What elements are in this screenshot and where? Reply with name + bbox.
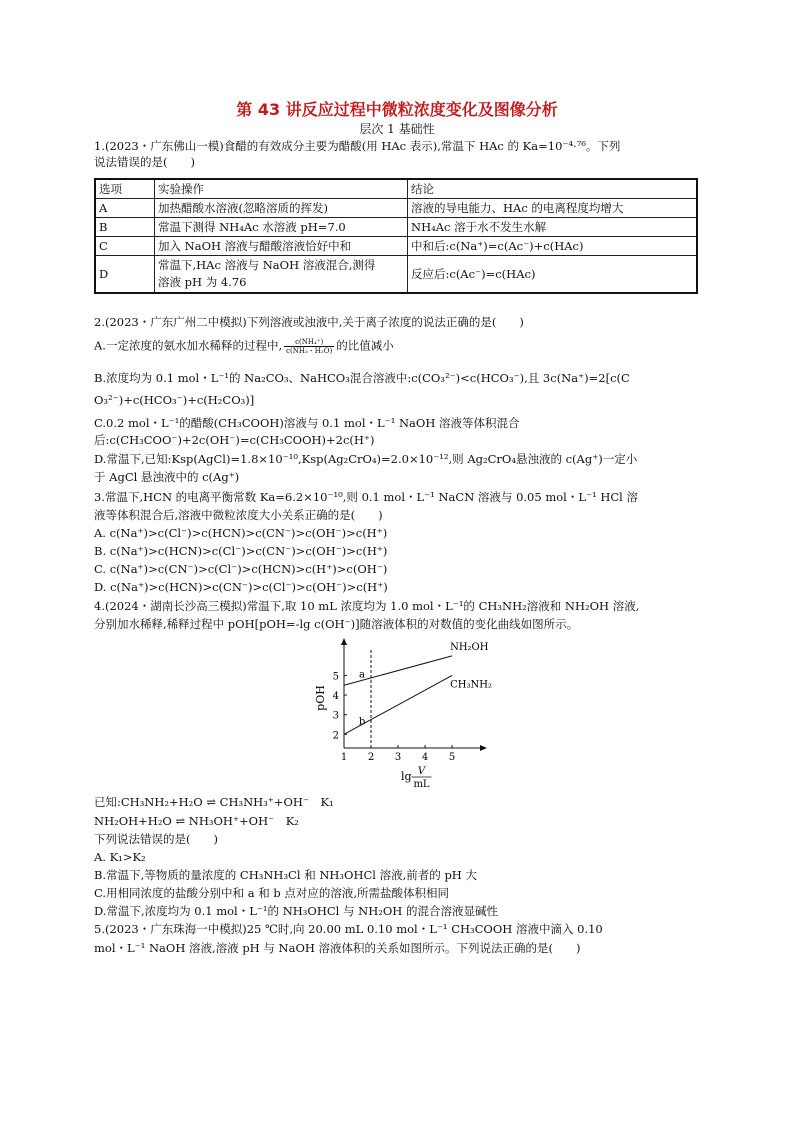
chart-ticks [333,671,456,763]
x-tick-label: 4 [421,752,429,763]
x-tick-label: 3 [394,752,402,763]
table-header-cell: 选项 [95,179,155,199]
q2-option-b-line2: O₃²⁻)+c(HCO₃⁻)+c(H₂CO₃)] [94,393,255,407]
q3-stem-line2: 液等体积混合后,溶液中微粒浓度大小关系正确的是( ) [94,508,383,522]
q1-table [94,178,698,294]
q2-option-d-line2: 于 AgCl 悬浊液中的 c(Ag⁺) [94,470,240,484]
section-level: 层次 1 基础性 [359,122,435,136]
q4-option-d: D.常温下,浓度均为 0.1 mol・L⁻¹的 NH₃OHCl 与 NH₂OH 的混合溶液显碱性 [94,904,498,918]
poh-chart [316,638,496,788]
y-tick-label: 2 [332,730,339,742]
table-cell: D [95,256,155,294]
table-cell [155,256,408,294]
q2-stem: 2.(2023・广东广州二中模拟)下列溶液或浊液中,关于离子浓度的说法正确的是( ) [94,315,524,329]
q4-option-c: C.用相同浓度的盐酸分别中和 a 和 b 点对应的溶液,所需盐酸体积相同 [94,886,450,900]
q1-stem-line1: 1.(2023・广东佛山一模)食醋的有效成分主要为醋酸(用 HAc 表示),常温下 HAc 的 Ka=10⁻⁴·⁷⁶。下列 [94,139,621,153]
table-cell: 加热醋酸水溶液(忽略溶质的挥发) [155,199,408,218]
q4-stem-line2: 分别加水稀释,稀释过程中 pOH[pOH=-lg c(OH⁻)]随溶液体积的对数值的变化曲线如图所示。 [94,617,579,631]
table-cell: NH₄Ac 溶于水不发生水解 [408,218,698,237]
table-row [95,256,697,294]
x-tick-label: 2 [367,752,375,763]
table-cell: 反应后:c(Ac⁻)=c(HAc) [408,256,698,294]
x-tick-label: 1 [340,752,348,763]
table-cell: 常温下测得 NH₄Ac 水溶液 pH=7.0 [155,218,408,237]
x-axis-label-lg: lg [400,770,412,783]
page-title: 第 43 讲反应过程中微粒浓度变化及图像分析 [236,100,558,119]
y-axis-arrow [341,638,347,645]
q2-option-d-line1: D.常温下,已知:Ksp(AgCl)=1.8×10⁻¹⁰,Ksp(Ag₂CrO₄)=2.0×10⁻¹²,则 Ag₂CrO₄悬浊液的 c(Ag⁺)一定小 [94,452,638,466]
y-tick-label: 4 [332,691,339,703]
table-cell-line: 溶液 pH 为 4.76 [158,275,247,289]
table-cell: 中和后:c(Na⁺)=c(Ac⁻)+c(HAc) [408,237,698,256]
q4-equation-2: NH₂OH+H₂O ⇌ NH₃OH⁺+OH⁻ K₂ [94,814,299,828]
table-row [95,199,697,218]
fraction-numerator: c(NH₄⁺) [284,338,334,347]
q2-a-prefix: A.一定浓度的氨水加水稀释的过程中, [94,338,283,353]
table-cell: A [95,199,155,218]
point-label: a [359,669,366,681]
q2-option-c-line2: 后:c(CH₃COO⁻)+2c(OH⁻)=c(CH₃COOH)+2c(H⁺) [94,433,375,447]
q4-option-a: A. K₁>K₂ [94,850,146,864]
table-cell-line: 常温下,HAc 溶液与 NaOH 溶液混合,测得 [158,258,376,272]
table-header-cell: 结论 [408,179,698,199]
x-axis-label-ml: mL [413,779,430,790]
q3-option-c: C. c(Na⁺)>c(CN⁻)>c(Cl⁻)>c(HCN)>c(H⁺)>c(OH⁻) [94,562,388,576]
series-label: CH₃NH₂ [450,679,492,691]
q3-stem-line1: 3.常温下,HCN 的电离平衡常数 Ka=6.2×10⁻¹⁰,则 0.1 mol・L⁻¹ NaCN 溶液与 0.05 mol・L⁻¹ HCl 溶 [94,490,638,504]
chart-axes [341,638,487,751]
ratio-fraction [284,338,334,355]
x-axis-label-v: V [417,766,426,777]
q3-option-b: B. c(Na⁺)>c(HCN)>c(Cl⁻)>c(CN⁻)>c(OH⁻)>c(H⁺) [94,544,388,558]
fraction-denominator: c(NH₃・H₂O) [286,347,333,355]
table-header-cell: 实验操作 [155,179,408,199]
q5-stem-line2: mol・L⁻¹ NaOH 溶液,溶液 pH 与 NaOH 溶液体积的关系如图所示。下列说法正确的是( ) [94,941,581,955]
q2-option-a [94,338,394,355]
q4-question: 下列说法错误的是( ) [94,832,218,846]
q2-a-suffix: 的比值减小 [336,338,394,353]
q4-equation-1: 已知:CH₃NH₂+H₂O ⇌ CH₃NH₃⁺+OH⁻ K₁ [94,795,334,809]
table-cell: C [95,237,155,256]
table-row [95,218,697,237]
q5-stem-line1: 5.(2023・广东珠海一中模拟)25 ℃时,向 20.00 mL 0.10 mol・L⁻¹ CH₃COOH 溶液中滴入 0.10 [94,922,603,936]
table-header-row [95,179,697,199]
chart-points [359,669,365,727]
q3-option-a: A. c(Na⁺)>c(Cl⁻)>c(HCN)>c(CN⁻)>c(OH⁻)>c(H⁺) [94,526,388,540]
y-tick-label: 5 [332,671,339,683]
table-cell: 溶液的导电能力、HAc 的电离程度均增大 [408,199,698,218]
chart-series [344,642,492,734]
q4-option-b: B.常温下,等物质的量浓度的 CH₃NH₃Cl 和 NH₃OHCl 溶液,前者的 pH 大 [94,868,477,882]
q4-stem-line1: 4.(2024・湖南长沙高三模拟)常温下,取 10 mL 浓度均为 1.0 mol・L⁻¹的 CH₃NH₂溶液和 NH₂OH 溶液, [94,599,640,613]
q2-option-b-line1: B.浓度均为 0.1 mol・L⁻¹的 Na₂CO₃、NaHCO₃混合溶液中:c(CO₃²⁻)<c(HCO₃⁻),且 3c(Na⁺)=2[c(C [94,371,630,385]
x-axis-arrow [480,745,487,751]
q3-option-d: D. c(Na⁺)>c(HCN)>c(CN⁻)>c(Cl⁻)>c(OH⁻)>c(H⁺) [94,580,388,594]
table-cell: B [95,218,155,237]
y-axis-label: pOH [314,685,327,711]
y-tick-label: 3 [332,710,339,722]
table-cell: 加入 NaOH 溶液与醋酸溶液恰好中和 [155,237,408,256]
table-row [95,237,697,256]
q1-stem-line2: 说法错误的是( ) [94,155,195,169]
x-tick-label: 5 [448,752,456,763]
series-label: NH₂OH [450,641,489,653]
point-label: b [358,716,366,728]
q2-option-c-line1: C.0.2 mol・L⁻¹的醋酸(CH₃COOH)溶液与 0.1 mol・L⁻¹ NaOH 溶液等体积混合 [94,416,520,430]
